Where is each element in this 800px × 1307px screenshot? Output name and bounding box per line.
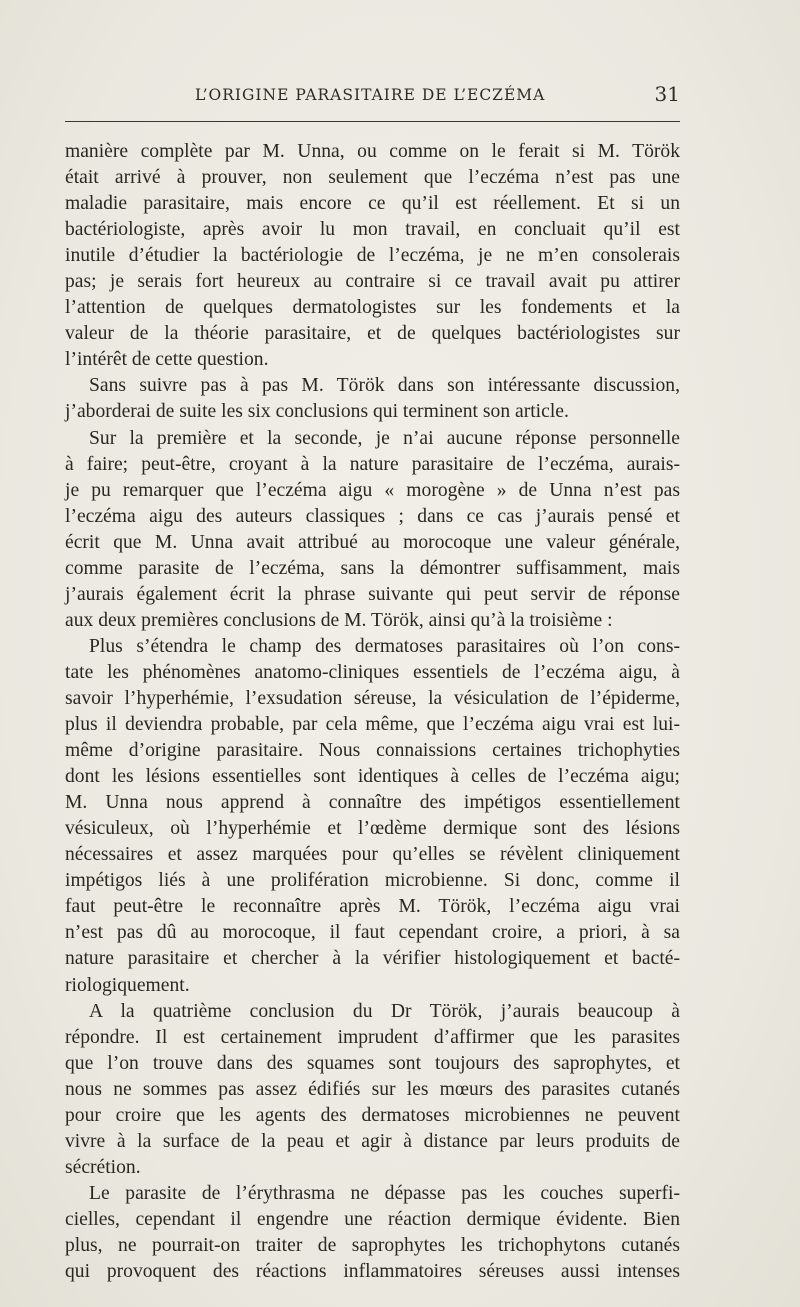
text-line: que l’on trouve dans des squames sont toujours des saprophytes, et bbox=[65, 1052, 680, 1074]
header-rule bbox=[65, 121, 680, 122]
text-line: riologiquement. bbox=[65, 974, 190, 996]
text-line: j’aurais également écrit la phrase suivante qui peut servir de réponse bbox=[65, 583, 680, 605]
text-line: dont les lésions essentielles sont identiques à celles de l’eczéma aigu; bbox=[65, 766, 680, 788]
text-line: cielles, cependant il engendre une réaction dermique évidente. Bien bbox=[65, 1208, 680, 1230]
text-line: comme parasite de l’eczéma, sans la démontrer suffisamment, mais bbox=[65, 557, 680, 579]
text-line: répondre. Il est certainement imprudent d’affirmer que les parasites bbox=[65, 1026, 680, 1048]
running-title: L’ORIGINE PARASITAIRE DE L’ECZÉMA bbox=[195, 86, 546, 104]
text-line: impétigos liés à une prolifération microbienne. Si donc, comme il bbox=[65, 870, 680, 892]
text-line: Sur la première et la seconde, je n’ai aucune réponse personnelle bbox=[89, 427, 680, 449]
text-line: inutile d’étudier la bactériologie de l’eczéma, je ne m’en consolerais bbox=[65, 245, 680, 267]
text-line: l’intérêt de cette question. bbox=[65, 349, 269, 371]
text-line: pas; je serais fort heureux au contraire si ce travail avait pu attirer bbox=[65, 271, 680, 293]
running-header bbox=[65, 82, 680, 112]
text-line: n’est pas dû au morocoque, il faut cependant croire, a priori, à sa bbox=[65, 922, 680, 944]
text-line: l’attention de quelques dermatologistes sur les fondements et la bbox=[65, 297, 680, 319]
text-line: pour croire que les agents des dermatoses microbiennes ne peuvent bbox=[65, 1104, 680, 1126]
body-text bbox=[65, 139, 680, 1285]
text-line: Le parasite de l’érythrasma ne dépasse pas les couches superfi- bbox=[89, 1182, 680, 1204]
text-line: même d’origine parasitaire. Nous connaissions certaines trichophyties bbox=[65, 740, 680, 762]
text-line: plus il deviendra probable, par cela même, que l’eczéma aigu vrai est lui- bbox=[65, 714, 680, 736]
text-line: je pu remarquer que l’eczéma aigu « morogène » de Unna n’est pas bbox=[65, 479, 680, 501]
text-line: valeur de la théorie parasitaire, et de quelques bactériologistes sur bbox=[65, 323, 680, 345]
text-line: maladie parasitaire, mais encore ce qu’il est réellement. Et si un bbox=[65, 193, 680, 215]
text-line: j’aborderai de suite les six conclusions qui terminent son article. bbox=[65, 401, 569, 423]
text-line: à faire; peut-être, croyant à la nature parasitaire de l’eczéma, aurais- bbox=[65, 453, 680, 475]
text-line: sécrétion. bbox=[65, 1156, 141, 1178]
text-line: M. Unna nous apprend à connaître des impétigos essentiellement bbox=[65, 792, 680, 814]
text-line: bactériologiste, après avoir lu mon travail, en concluait qu’il est bbox=[65, 219, 680, 241]
text-line: savoir l’hyperhémie, l’exsudation séreuse, la vésiculation de l’épiderme, bbox=[65, 687, 680, 709]
text-line: manière complète par M. Unna, ou comme on le ferait si M. Török bbox=[65, 141, 680, 162]
text-line: aux deux premières conclusions de M. Török, ainsi qu’à la troisième : bbox=[65, 609, 613, 631]
text-line: était arrivé à prouver, non seulement que l’eczéma n’est pas une bbox=[65, 167, 680, 189]
text-line: A la quatrième conclusion du Dr Török, j’aurais beaucoup à bbox=[89, 1000, 680, 1022]
text-line: nature parasitaire et chercher à la vérifier histologiquement et bacté- bbox=[65, 948, 680, 970]
text-line: écrit que M. Unna avait attribué au morocoque une valeur générale, bbox=[65, 531, 680, 553]
text-line: vésiculeux, où l’hyperhémie et l’œdème dermique sont des lésions bbox=[65, 818, 680, 840]
text-line: Sans suivre pas à pas M. Török dans son intéressante discussion, bbox=[89, 375, 680, 397]
text-line: Plus s’étendra le champ des dermatoses parasitaires où l’on cons- bbox=[89, 635, 680, 657]
text-line: faut peut-être le reconnaître après M. Török, l’eczéma aigu vrai bbox=[65, 896, 680, 918]
text-line: nécessaires et assez marquées pour qu’elles se révèlent cliniquement bbox=[65, 844, 680, 866]
text-line: nous ne sommes pas assez édifiés sur les mœurs des parasites cutanés bbox=[65, 1078, 680, 1100]
text-line: plus, ne pourrait-on traiter de saprophytes les trichophytons cutanés bbox=[65, 1234, 680, 1256]
text-line: l’eczéma aigu des auteurs classiques ; dans ce cas j’aurais pensé et bbox=[65, 505, 680, 527]
text-line: qui provoquent des réactions inflammatoires séreuses aussi intenses bbox=[65, 1261, 680, 1283]
text-line: tate les phénomènes anatomo-cliniques essentiels de l’eczéma aigu, à bbox=[65, 661, 680, 683]
text-line: vivre à la surface de la peau et agir à distance par leurs produits de bbox=[65, 1130, 680, 1152]
page-number: 31 bbox=[654, 82, 680, 106]
